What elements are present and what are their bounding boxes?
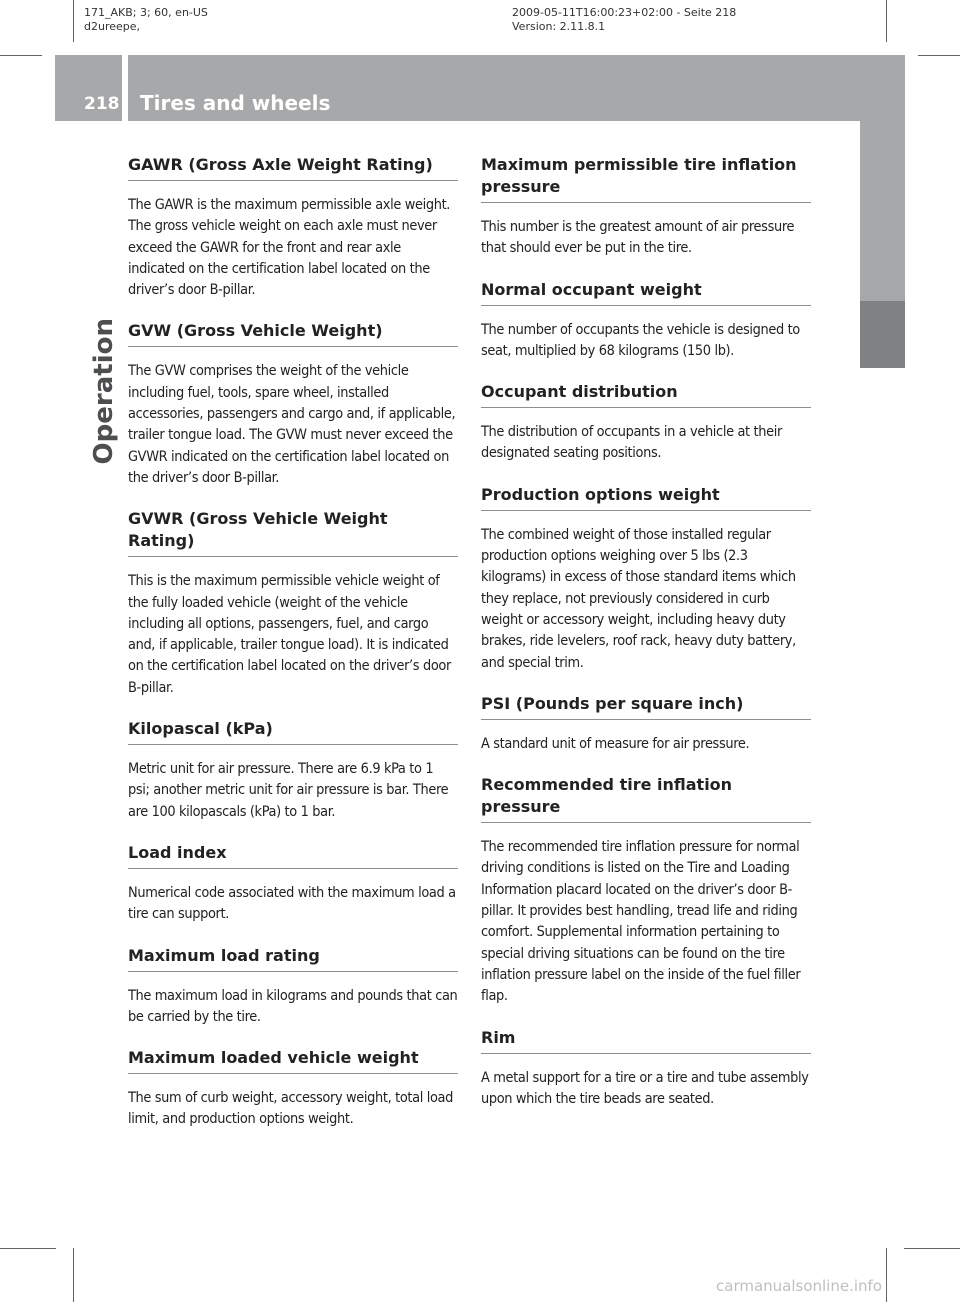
crop-mark-bottom-left <box>73 1248 74 1302</box>
print-metadata-right <box>512 6 736 34</box>
glossary-entry-maximum-loaded-vehicle-weight <box>128 1047 458 1131</box>
entry-heading: Maximum permissible tire inflation pressure <box>481 154 811 203</box>
glossary-entry-rim <box>481 1027 811 1111</box>
entry-body: The GVW comprises the weight of the vehicle including fuel, tools, spare wheel, installed accessories, passengers and cargo and, if applicable, trailer tongue load. The GVW must never exceed the GVWR indicated on the certification label located on the driver’s door B-pillar. <box>128 363 456 486</box>
entry-heading: GVWR (Gross Vehicle Weight Rating) <box>128 508 458 557</box>
crop-mark-top-left <box>73 0 74 42</box>
entry-body: The sum of curb weight, accessory weight, total load limit, and production options weight. <box>128 1090 453 1128</box>
entry-body: The GAWR is the maximum permissible axle weight. The gross vehicle weight on each axle must never exceed the GAWR for the front and rear axle indicated on the certification label located on the driver’s door B-pillar. <box>128 197 451 299</box>
glossary-entry-occupant-distribution <box>481 381 811 465</box>
header-divider <box>122 55 128 121</box>
section-tab <box>86 318 122 490</box>
glossary-entry-maximum-inflation-pressure <box>481 154 811 260</box>
entry-body: This number is the greatest amount of air pressure that should ever be put in the tire. <box>481 219 795 257</box>
glossary-entry-production-options-weight <box>481 484 811 674</box>
entry-heading: PSI (Pounds per square inch) <box>481 693 811 720</box>
section-tab-label: Operation <box>89 318 119 465</box>
crop-mark-bottom-right <box>886 1248 887 1302</box>
glossary-entry-kilopascal <box>128 718 458 823</box>
entry-body: The number of occupants the vehicle is designed to seat, multiplied by 68 kilograms (150 lb). <box>481 321 800 359</box>
entry-heading: Recommended tire inflation pressure <box>481 774 811 823</box>
chapter-title: Tires and wheels <box>140 91 331 115</box>
entry-heading: GAWR (Gross Axle Weight Rating) <box>128 154 458 181</box>
crop-mark-right-bottom <box>904 1248 960 1249</box>
print-metadata-left <box>84 6 208 34</box>
entry-heading: Maximum load rating <box>128 945 458 972</box>
entry-heading: Rim <box>481 1027 811 1054</box>
glossary-entry-maximum-load-rating <box>128 945 458 1029</box>
entry-body: The combined weight of those installed regular production options weighing over 5 lbs (2.3 kilograms) in excess of those standard items which they replace, not previously considered in curb weight or accessory weight, including heavy duty brakes, ride levelers, roof rack, heavy duty battery, and special trim. <box>481 526 796 671</box>
glossary-entry-gvw <box>128 320 458 489</box>
entry-heading: Kilopascal (kPa) <box>128 718 458 745</box>
metadata-user-line: d2ureepe, <box>84 20 141 33</box>
crop-mark-right-top <box>918 55 960 56</box>
entry-body: The maximum load in kilograms and pounds that can be carried by the tire. <box>128 987 458 1025</box>
entry-heading: Load index <box>128 842 458 869</box>
entry-body: This is the maximum permissible vehicle weight of the fully loaded vehicle (weight of the vehicle including all options, passengers, fuel, and cargo and, if applicable, trailer tongue load). It is indicated on the certification label located on the driver’s door B-pillar. <box>128 573 451 696</box>
entry-heading: Maximum loaded vehicle weight <box>128 1047 458 1074</box>
crop-mark-left-bottom <box>0 1248 56 1249</box>
entry-body: A standard unit of measure for air pressure. <box>481 735 750 752</box>
left-column <box>128 154 458 1150</box>
entry-body: A metal support for a tire or a tire and tube assembly upon which the tire beads are seated. <box>481 1069 809 1107</box>
glossary-entry-recommended-inflation-pressure <box>481 774 811 1007</box>
crop-mark-top-right <box>886 0 887 42</box>
metadata-job-line: 171_AKB; 3; 60, en-US <box>84 6 208 19</box>
entry-body: The distribution of occupants in a vehicle at their designated seating positions. <box>481 424 782 462</box>
watermark: carmanualsonline.info <box>716 1277 882 1295</box>
entry-heading: Production options weight <box>481 484 811 511</box>
crop-mark-left-top <box>0 55 42 56</box>
glossary-entry-gawr <box>128 154 458 301</box>
entry-heading: GVW (Gross Vehicle Weight) <box>128 320 458 347</box>
metadata-timestamp-line: 2009-05-11T16:00:23+02:00 - Seite 218 <box>512 6 737 19</box>
side-tab-marker <box>860 301 905 368</box>
entry-heading: Normal occupant weight <box>481 279 811 306</box>
glossary-entry-load-index <box>128 842 458 926</box>
entry-body: Metric unit for air pressure. There are 6.9 kPa to 1 psi; another metric unit for air pressure is bar. There are 100 kilopascals (kPa) to 1 bar. <box>128 761 449 820</box>
right-column <box>481 154 811 1129</box>
glossary-entry-gvwr <box>128 508 458 699</box>
metadata-version-line: Version: 2.11.8.1 <box>512 20 606 33</box>
entry-body: Numerical code associated with the maximum load a tire can support. <box>128 884 456 923</box>
entry-body: The recommended tire inflation pressure for normal driving conditions is listed on the Tire and Loading Information placard located on the driver’s door B-pillar. It provides best handling, tread life and riding comfort. Supplemental information pertaining to special driving situations can be found on the tire inflation pressure label on the inside of the fuel filler flap. <box>481 839 801 1005</box>
glossary-entry-psi <box>481 693 811 755</box>
page-number: 218 <box>84 94 120 114</box>
entry-heading: Occupant distribution <box>481 381 811 408</box>
glossary-entry-normal-occupant-weight <box>481 279 811 363</box>
